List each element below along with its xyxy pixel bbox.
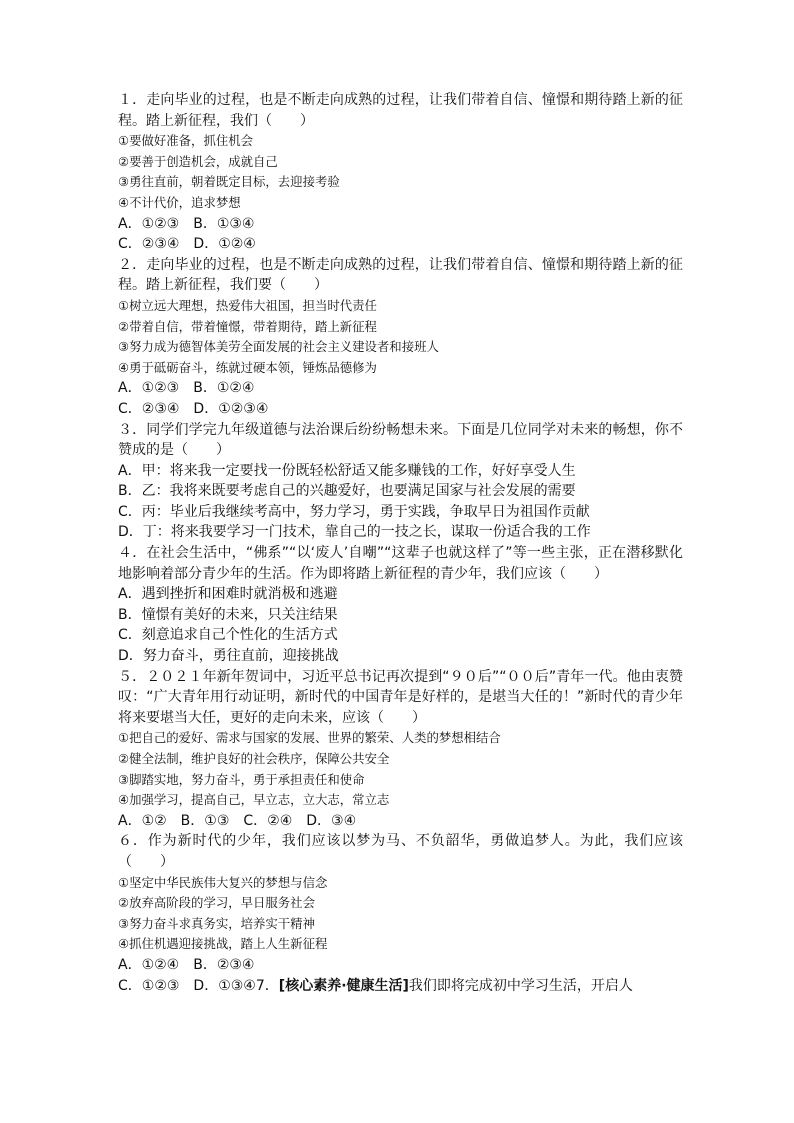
statement-item: ①坚定中华民族伟大复兴的梦想与信念 xyxy=(118,874,328,890)
statement-item: ④抓住机遇迎接挑战，踏上人生新征程 xyxy=(118,936,328,952)
answer-options: C．①②③ D．①③④ xyxy=(118,977,256,994)
statement-item: ②要善于创造机会，成就自己 xyxy=(118,153,278,169)
answer-option: A．甲：将来我一定要找一份既轻松舒适又能多赚钱的工作，好好享受人生 xyxy=(118,462,576,479)
statement-item: ③勇往直前，朝着既定目标，去迎接考验 xyxy=(118,174,340,190)
question-7-text: 我们即将完成初中学习生活，开启人 xyxy=(408,977,633,994)
question-1 xyxy=(118,90,683,255)
answer-options: A．①② B．①③ C．②④ D．③④ xyxy=(118,812,357,829)
question-stem: ２．走向毕业的过程，也是不断走向成熟的过程，让我们带着自信、憧憬和期待踏上新的征程。踏上新征程，我们要（ ） xyxy=(118,256,683,294)
question-5 xyxy=(118,667,683,832)
statement-item: ④不计代价，追求梦想 xyxy=(118,194,241,210)
statement-item: ①树立远大理想，热爱伟大祖国，担当时代责任 xyxy=(118,297,377,313)
answer-options: C．②③④ D．①②③④ xyxy=(118,400,269,417)
question-2 xyxy=(118,255,683,420)
question-stem: ３．同学们学完九年级道德与法治课后纷纷畅想未来。下面是几位同学对未来的畅想，你不赞成的是（ ） xyxy=(118,421,683,459)
answer-option: A．遇到挫折和困难时就消极和逃避 xyxy=(118,586,338,603)
question-7-number: 7． xyxy=(255,977,279,994)
question-stem: ５．２０２１年新年贺词中，习近平总书记再次提到“９０后”“００后”青年一代。他由衷赞叹：“广大青年用行动证明，新时代的中国青年是好样的，是堪当大任的！”新时代的青少年将来要堪当大任，更好的走向未来，应该（ ） xyxy=(118,668,683,726)
statement-item: ④勇于砥砺奋斗，练就过硬本领，锤炼品德修为 xyxy=(118,359,377,375)
question-4 xyxy=(118,543,683,667)
question-list xyxy=(118,90,683,996)
answer-option: C．刻意追求自己个性化的生活方式 xyxy=(118,627,338,644)
question-stem: １．走向毕业的过程，也是不断走向成熟的过程，让我们带着自信、憧憬和期待踏上新的征程。踏上新征程，我们（ ） xyxy=(118,92,683,129)
question-stem: ６．作为新时代的少年，我们应该以梦为马、不负韶华，勇做追梦人。为此，我们应该（ ） xyxy=(118,833,683,870)
last-line xyxy=(118,976,683,997)
question-6 xyxy=(118,831,683,975)
answer-option: D．努力奋斗，勇往直前，迎接挑战 xyxy=(118,648,339,665)
answer-option: C．丙：毕业后我继续考高中，努力学习，勇于实践，争取早日为祖国作贡献 xyxy=(118,503,590,520)
answer-option: B．憧憬有美好的未来，只关注结果 xyxy=(118,606,338,623)
statement-item: ③努力奋斗求真务实，培养实干精神 xyxy=(118,915,315,931)
statement-item: ②健全法制，维护良好的社会秩序，保障公共安全 xyxy=(118,751,390,766)
answer-options: C．②③④ D．①②④ xyxy=(118,236,256,253)
statement-item: ②放弃高阶段的学习，早日服务社会 xyxy=(118,895,315,911)
statement-item: ②带着自信，带着憧憬，带着期待，踏上新征程 xyxy=(118,318,377,334)
statement-item: ③努力成为德智体美劳全面发展的社会主义建设者和接班人 xyxy=(118,339,439,355)
question-stem: ４．在社会生活中，“佛系”“以‘废人’自嘲”“这辈子也就这样了”等一些主张，正在潜移默化地影响着部分青少年的生活。作为即将踏上新征程的青少年，我们应该（ ） xyxy=(118,545,683,582)
answer-option: D．丁：将来我要学习一门技术，靠自己的一技之长，谋取一份适合我的工作 xyxy=(118,524,591,541)
answer-options: A．①②③ B．①②④ xyxy=(118,380,255,397)
question-3 xyxy=(118,420,683,544)
statement-item: ③脚踏实地，努力奋斗，勇于承担责任和使命 xyxy=(118,771,365,787)
statement-item: ①要做好准备，抓住机会 xyxy=(118,133,254,149)
answer-option: B．乙：我将来既要考虑自己的兴趣爱好，也要满足国家与社会发展的需要 xyxy=(118,483,576,500)
question-7-tag: [核心素养·健康生活] xyxy=(278,977,409,994)
answer-options: A．①②③ B．①③④ xyxy=(118,215,255,232)
answer-options: A．①②④ B．②③④ xyxy=(118,956,255,973)
statement-item: ①把自己的爱好、需求与国家的发展、世界的繁荣、人类的梦想相结合 xyxy=(118,730,501,746)
statement-item: ④加强学习，提高自己，早立志，立大志，常立志 xyxy=(118,792,390,808)
